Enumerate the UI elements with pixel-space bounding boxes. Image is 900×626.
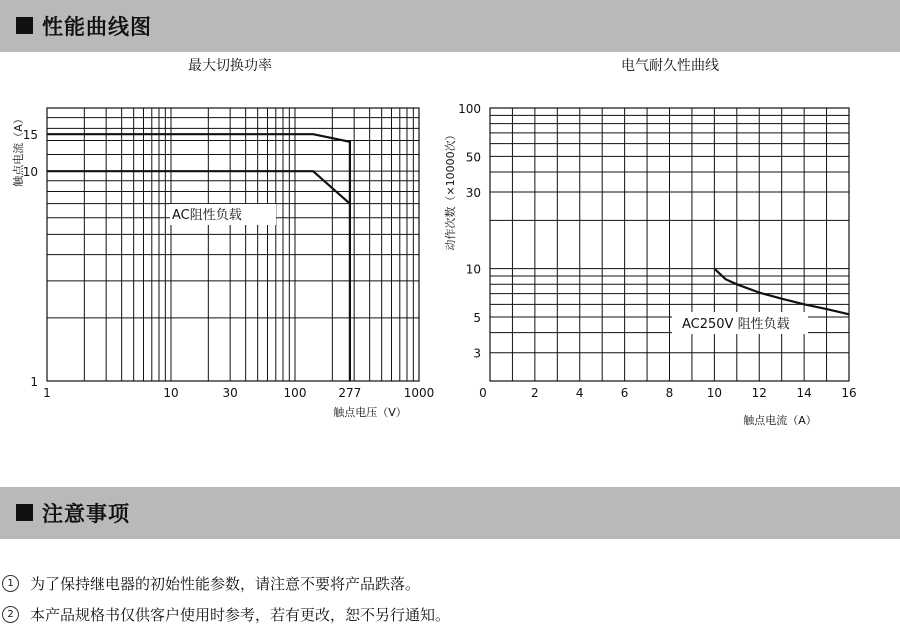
chart2-x-tick-label: 8 [665,386,674,400]
chart1-x-tick-label: 1000 [403,386,435,400]
note-text: 为了保持继电器的初始性能参数，请注意不要将产品跌落。 [30,575,421,593]
circled-number: 1 [2,575,19,592]
chart1-x-axis-label: 触点电压（V） [333,406,407,419]
chart2-x-tick-label: 6 [620,386,629,400]
chart1-grid [47,108,419,381]
chart1-series-line [47,171,350,204]
chart1-x-tick-label: 30 [222,386,238,400]
chart2-x-tick-label: 14 [796,386,812,400]
chart2-y-axis-label: 动作次数（×10000次） [444,129,457,251]
chart1-title: 最大切换功率 [188,58,272,74]
chart2-y-tick-label: 30 [465,186,481,201]
square-bullet-icon [16,504,33,521]
section-title: 注意事项 [42,502,130,526]
note-text: 本产品规格书仅供客户使用时参考，若有更改，恕不另行通知。 [30,606,451,624]
chart1-y-tick-label: 1 [30,375,38,389]
chart2-y-tick-label: 50 [465,150,481,165]
chart2-x-tick-label: 0 [479,386,487,400]
circled-number: 2 [2,606,19,623]
chart2-grid [490,108,849,381]
section-title: 性能曲线图 [42,15,152,39]
chart2-x-axis-label: 触点电流（A） [743,414,817,427]
chart1-y-axis-label: 触点电流（A） [12,113,25,187]
chart2-x-tick-label: 2 [531,386,539,400]
chart1-x-tick-label: 100 [283,386,307,400]
chart1-y-tick-label: 10 [22,165,38,180]
chart1-x-tick-label: 10 [163,386,179,400]
chart2-y-tick-label: 100 [458,102,481,116]
chart1-x-tick-label: 277 [338,386,362,400]
chart2-y-tick-label: 3 [473,346,481,361]
chart2-x-tick-label: 16 [841,386,857,400]
chart2-x-tick-label: 4 [575,386,584,400]
chart2-annotation: AC250V 阻性负载 [682,317,790,332]
chart1-annotation: AC阻性负载 [172,208,242,223]
chart2-y-tick-label: 5 [473,311,481,326]
chart2-x-tick-label: 12 [751,386,767,400]
chart1-x-tick-label: 1 [43,386,51,400]
chart2-title: 电气耐久性曲线 [621,58,719,74]
chart2-y-tick-label: 10 [465,262,481,277]
chart2-x-tick-label: 10 [706,386,723,400]
chart1-y-tick-label: 15 [22,128,38,143]
section-header-notes [0,487,900,539]
chart1-frame [47,108,419,381]
